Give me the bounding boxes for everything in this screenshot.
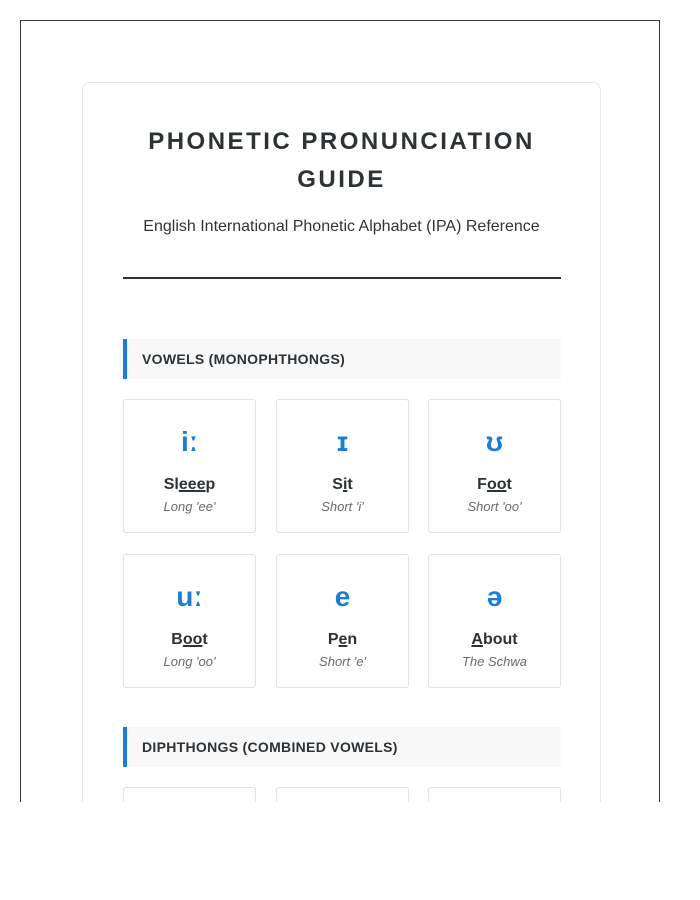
example-word: Sleeep [163, 476, 216, 493]
ipa-symbol: iː [180, 426, 199, 457]
phoneme-card[interactable] [428, 787, 561, 802]
sound-hint: Long 'oo' [163, 654, 216, 669]
phoneme-card[interactable] [428, 554, 561, 688]
phoneme-card[interactable] [123, 554, 256, 688]
phoneme-card[interactable] [276, 554, 409, 688]
example-word: Boot [171, 631, 208, 648]
phoneme-card[interactable] [123, 787, 256, 802]
sound-hint: Short 'e' [319, 654, 366, 669]
guide-card [82, 82, 601, 802]
ipa-symbol: ə [486, 581, 503, 612]
ipa-symbol: uː [176, 581, 203, 612]
phoneme-card[interactable] [428, 399, 561, 533]
section-header-vowels: VOWELS (MONOPHTHONGS) [123, 339, 561, 379]
phoneme-card[interactable] [123, 399, 256, 533]
sound-hint: Short 'oo' [467, 499, 522, 514]
ipa-symbol: ɪ [336, 426, 349, 457]
sound-hint: The Schwa [461, 654, 528, 669]
ipa-symbol: e [334, 581, 351, 612]
phoneme-card[interactable] [276, 399, 409, 533]
page-frame [20, 20, 660, 802]
title-divider [123, 277, 561, 279]
phoneme-card[interactable] [276, 787, 409, 802]
section-header-diphthongs: DIPHTHONGS (COMBINED VOWELS) [123, 727, 561, 767]
ipa-symbol: ʊ [485, 426, 504, 457]
example-word: Foot [477, 476, 512, 493]
page-title: PHONETIC PRONUNCIATION GUIDE [148, 128, 535, 193]
sound-hint: Short 'i' [321, 499, 364, 514]
example-word: Sit [332, 476, 353, 493]
sound-hint: Long 'ee' [163, 499, 216, 514]
example-word: About [471, 631, 518, 648]
example-word: Pen [327, 631, 358, 648]
page-subtitle: English International Phonetic Alphabet (IPA) Reference [143, 218, 540, 235]
